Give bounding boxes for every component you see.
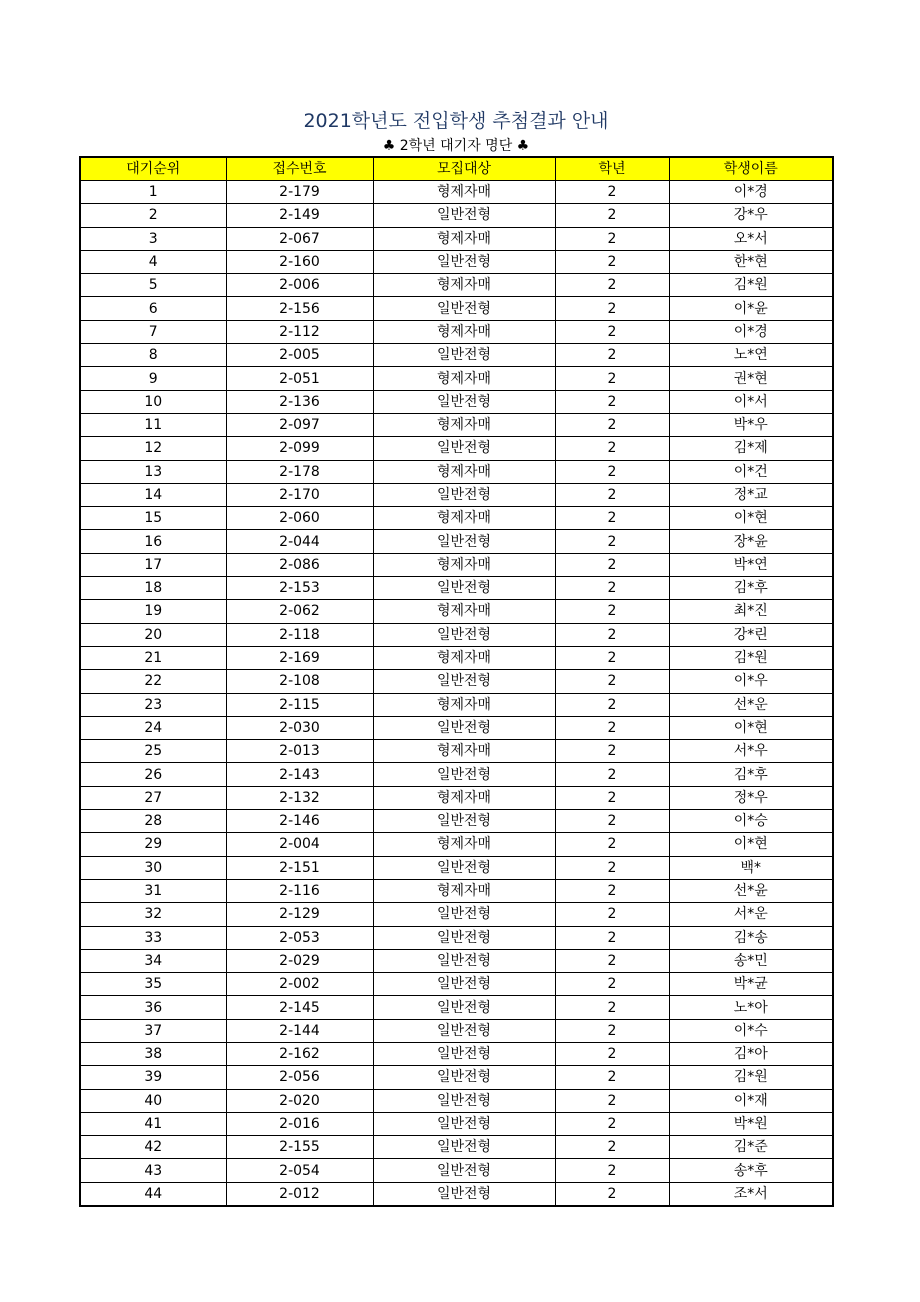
cell-student-name: 선*운 — [669, 693, 833, 716]
table-row — [80, 810, 833, 833]
cell-application-number: 2-029 — [226, 949, 373, 972]
cell-grade: 2 — [555, 250, 669, 273]
header-application-number: 접수번호 — [226, 157, 373, 181]
cell-recruitment-category: 형제자매 — [373, 646, 555, 669]
cell-recruitment-category: 일반전형 — [373, 250, 555, 273]
cell-application-number: 2-056 — [226, 1066, 373, 1089]
cell-application-number: 2-146 — [226, 810, 373, 833]
cell-grade: 2 — [555, 1089, 669, 1112]
cell-recruitment-category: 일반전형 — [373, 973, 555, 996]
cell-application-number: 2-020 — [226, 1089, 373, 1112]
cell-waitlist-rank: 43 — [80, 1159, 226, 1182]
cell-grade: 2 — [555, 1042, 669, 1065]
cell-application-number: 2-156 — [226, 297, 373, 320]
cell-application-number: 2-086 — [226, 553, 373, 576]
cell-grade: 2 — [555, 716, 669, 739]
cell-student-name: 이*우 — [669, 670, 833, 693]
cell-waitlist-rank: 2 — [80, 204, 226, 227]
table-row — [80, 1112, 833, 1135]
cell-grade: 2 — [555, 1066, 669, 1089]
cell-waitlist-rank: 27 — [80, 786, 226, 809]
cell-application-number: 2-099 — [226, 437, 373, 460]
cell-grade: 2 — [555, 320, 669, 343]
cell-grade: 2 — [555, 623, 669, 646]
cell-waitlist-rank: 1 — [80, 181, 226, 204]
cell-recruitment-category: 일반전형 — [373, 1182, 555, 1206]
cell-grade: 2 — [555, 367, 669, 390]
cell-application-number: 2-144 — [226, 1019, 373, 1042]
cell-application-number: 2-179 — [226, 181, 373, 204]
cell-student-name: 정*우 — [669, 786, 833, 809]
table-row — [80, 763, 833, 786]
table-row — [80, 1019, 833, 1042]
waitlist-table — [79, 156, 834, 1207]
cell-student-name: 이*윤 — [669, 297, 833, 320]
cell-recruitment-category: 일반전형 — [373, 437, 555, 460]
cell-grade: 2 — [555, 833, 669, 856]
cell-grade: 2 — [555, 1159, 669, 1182]
table-row — [80, 250, 833, 273]
cell-grade: 2 — [555, 1182, 669, 1206]
cell-waitlist-rank: 7 — [80, 320, 226, 343]
cell-recruitment-category: 일반전형 — [373, 1042, 555, 1065]
table-row — [80, 367, 833, 390]
cell-grade: 2 — [555, 1019, 669, 1042]
cell-waitlist-rank: 36 — [80, 996, 226, 1019]
cell-student-name: 서*운 — [669, 903, 833, 926]
cell-waitlist-rank: 4 — [80, 250, 226, 273]
cell-student-name: 김*원 — [669, 274, 833, 297]
table-row — [80, 507, 833, 530]
cell-grade: 2 — [555, 390, 669, 413]
cell-student-name: 이*수 — [669, 1019, 833, 1042]
cell-student-name: 박*연 — [669, 553, 833, 576]
cell-student-name: 이*건 — [669, 460, 833, 483]
cell-application-number: 2-051 — [226, 367, 373, 390]
cell-application-number: 2-151 — [226, 856, 373, 879]
cell-application-number: 2-112 — [226, 320, 373, 343]
table-row — [80, 646, 833, 669]
cell-student-name: 최*진 — [669, 600, 833, 623]
cell-recruitment-category: 일반전형 — [373, 716, 555, 739]
cell-grade: 2 — [555, 460, 669, 483]
cell-waitlist-rank: 11 — [80, 413, 226, 436]
cell-waitlist-rank: 23 — [80, 693, 226, 716]
cell-student-name: 이*경 — [669, 181, 833, 204]
page-subtitle: ♣ 2학년 대기자 명단 ♣ — [382, 138, 530, 154]
cell-waitlist-rank: 5 — [80, 274, 226, 297]
table-row — [80, 227, 833, 250]
cell-waitlist-rank: 18 — [80, 577, 226, 600]
cell-student-name: 선*윤 — [669, 879, 833, 902]
cell-recruitment-category: 일반전형 — [373, 623, 555, 646]
cell-waitlist-rank: 37 — [80, 1019, 226, 1042]
cell-grade: 2 — [555, 507, 669, 530]
table-row — [80, 437, 833, 460]
cell-student-name: 박*원 — [669, 1112, 833, 1135]
cell-waitlist-rank: 40 — [80, 1089, 226, 1112]
cell-student-name: 이*재 — [669, 1089, 833, 1112]
table-header-row — [80, 157, 833, 181]
cell-waitlist-rank: 34 — [80, 949, 226, 972]
cell-student-name: 정*교 — [669, 483, 833, 506]
cell-grade: 2 — [555, 413, 669, 436]
table-row — [80, 856, 833, 879]
cell-waitlist-rank: 29 — [80, 833, 226, 856]
table-row — [80, 600, 833, 623]
cell-application-number: 2-013 — [226, 740, 373, 763]
cell-waitlist-rank: 28 — [80, 810, 226, 833]
cell-recruitment-category: 일반전형 — [373, 1112, 555, 1135]
cell-waitlist-rank: 22 — [80, 670, 226, 693]
cell-grade: 2 — [555, 646, 669, 669]
page-title: 2021학년도 전입학생 추첨결과 안내 — [303, 110, 609, 132]
cell-student-name: 이*서 — [669, 390, 833, 413]
cell-application-number: 2-143 — [226, 763, 373, 786]
table-row — [80, 530, 833, 553]
cell-student-name: 김*제 — [669, 437, 833, 460]
cell-student-name: 김*준 — [669, 1136, 833, 1159]
cell-student-name: 김*송 — [669, 926, 833, 949]
cell-waitlist-rank: 39 — [80, 1066, 226, 1089]
cell-grade: 2 — [555, 926, 669, 949]
table-row — [80, 344, 833, 367]
cell-application-number: 2-169 — [226, 646, 373, 669]
table-row — [80, 483, 833, 506]
cell-grade: 2 — [555, 1136, 669, 1159]
cell-waitlist-rank: 24 — [80, 716, 226, 739]
table-row — [80, 181, 833, 204]
cell-student-name: 강*린 — [669, 623, 833, 646]
cell-application-number: 2-162 — [226, 1042, 373, 1065]
cell-grade: 2 — [555, 600, 669, 623]
cell-recruitment-category: 형제자매 — [373, 553, 555, 576]
cell-application-number: 2-062 — [226, 600, 373, 623]
cell-application-number: 2-030 — [226, 716, 373, 739]
cell-student-name: 박*균 — [669, 973, 833, 996]
cell-recruitment-category: 일반전형 — [373, 926, 555, 949]
cell-application-number: 2-108 — [226, 670, 373, 693]
table-row — [80, 274, 833, 297]
cell-recruitment-category: 일반전형 — [373, 949, 555, 972]
cell-application-number: 2-149 — [226, 204, 373, 227]
cell-application-number: 2-067 — [226, 227, 373, 250]
table-row — [80, 786, 833, 809]
cell-student-name: 김*아 — [669, 1042, 833, 1065]
cell-waitlist-rank: 30 — [80, 856, 226, 879]
table-row — [80, 390, 833, 413]
cell-application-number: 2-002 — [226, 973, 373, 996]
cell-waitlist-rank: 44 — [80, 1182, 226, 1206]
cell-recruitment-category: 형제자매 — [373, 227, 555, 250]
cell-grade: 2 — [555, 903, 669, 926]
table-row — [80, 460, 833, 483]
table-row — [80, 1066, 833, 1089]
cell-grade: 2 — [555, 973, 669, 996]
cell-grade: 2 — [555, 181, 669, 204]
cell-application-number: 2-116 — [226, 879, 373, 902]
cell-grade: 2 — [555, 204, 669, 227]
table-row — [80, 623, 833, 646]
cell-grade: 2 — [555, 693, 669, 716]
cell-student-name: 송*후 — [669, 1159, 833, 1182]
cell-student-name: 서*우 — [669, 740, 833, 763]
cell-application-number: 2-153 — [226, 577, 373, 600]
cell-application-number: 2-006 — [226, 274, 373, 297]
cell-recruitment-category: 형제자매 — [373, 786, 555, 809]
header-recruitment-category: 모집대상 — [373, 157, 555, 181]
table-row — [80, 716, 833, 739]
cell-recruitment-category: 형제자매 — [373, 413, 555, 436]
cell-grade: 2 — [555, 810, 669, 833]
cell-grade: 2 — [555, 786, 669, 809]
table-row — [80, 553, 833, 576]
cell-waitlist-rank: 17 — [80, 553, 226, 576]
cell-waitlist-rank: 21 — [80, 646, 226, 669]
cell-waitlist-rank: 12 — [80, 437, 226, 460]
cell-grade: 2 — [555, 670, 669, 693]
cell-student-name: 노*연 — [669, 344, 833, 367]
cell-application-number: 2-155 — [226, 1136, 373, 1159]
cell-grade: 2 — [555, 1112, 669, 1135]
table-row — [80, 204, 833, 227]
cell-student-name: 권*현 — [669, 367, 833, 390]
table-row — [80, 1089, 833, 1112]
cell-recruitment-category: 형제자매 — [373, 274, 555, 297]
cell-grade: 2 — [555, 996, 669, 1019]
cell-grade: 2 — [555, 879, 669, 902]
cell-grade: 2 — [555, 344, 669, 367]
cell-recruitment-category: 일반전형 — [373, 204, 555, 227]
table-row — [80, 1136, 833, 1159]
cell-recruitment-category: 형제자매 — [373, 507, 555, 530]
cell-waitlist-rank: 38 — [80, 1042, 226, 1065]
cell-recruitment-category: 일반전형 — [373, 1136, 555, 1159]
cell-application-number: 2-145 — [226, 996, 373, 1019]
cell-recruitment-category: 형제자매 — [373, 833, 555, 856]
cell-grade: 2 — [555, 483, 669, 506]
cell-student-name: 김*원 — [669, 1066, 833, 1089]
cell-student-name: 백* — [669, 856, 833, 879]
table-row — [80, 879, 833, 902]
cell-waitlist-rank: 8 — [80, 344, 226, 367]
cell-recruitment-category: 형제자매 — [373, 367, 555, 390]
table-row — [80, 320, 833, 343]
cell-student-name: 장*윤 — [669, 530, 833, 553]
table-row — [80, 926, 833, 949]
cell-recruitment-category: 일반전형 — [373, 390, 555, 413]
cell-grade: 2 — [555, 530, 669, 553]
cell-waitlist-rank: 14 — [80, 483, 226, 506]
cell-waitlist-rank: 13 — [80, 460, 226, 483]
cell-waitlist-rank: 16 — [80, 530, 226, 553]
header-student-name: 학생이름 — [669, 157, 833, 181]
cell-student-name: 김*후 — [669, 577, 833, 600]
cell-waitlist-rank: 3 — [80, 227, 226, 250]
cell-waitlist-rank: 35 — [80, 973, 226, 996]
cell-grade: 2 — [555, 274, 669, 297]
table-row — [80, 949, 833, 972]
table-row — [80, 833, 833, 856]
cell-recruitment-category: 형제자매 — [373, 320, 555, 343]
table-row — [80, 903, 833, 926]
cell-waitlist-rank: 41 — [80, 1112, 226, 1135]
cell-application-number: 2-044 — [226, 530, 373, 553]
table-row — [80, 996, 833, 1019]
cell-student-name: 오*서 — [669, 227, 833, 250]
cell-student-name: 강*우 — [669, 204, 833, 227]
cell-waitlist-rank: 26 — [80, 763, 226, 786]
cell-waitlist-rank: 10 — [80, 390, 226, 413]
cell-application-number: 2-016 — [226, 1112, 373, 1135]
cell-application-number: 2-118 — [226, 623, 373, 646]
cell-recruitment-category: 형제자매 — [373, 879, 555, 902]
table-body — [80, 181, 833, 1207]
cell-grade: 2 — [555, 297, 669, 320]
cell-recruitment-category: 일반전형 — [373, 1066, 555, 1089]
cell-waitlist-rank: 19 — [80, 600, 226, 623]
cell-grade: 2 — [555, 577, 669, 600]
cell-recruitment-category: 일반전형 — [373, 344, 555, 367]
table-row — [80, 1042, 833, 1065]
cell-recruitment-category: 일반전형 — [373, 763, 555, 786]
cell-recruitment-category: 일반전형 — [373, 530, 555, 553]
table-row — [80, 297, 833, 320]
cell-student-name: 김*후 — [669, 763, 833, 786]
table-row — [80, 1159, 833, 1182]
cell-application-number: 2-097 — [226, 413, 373, 436]
table-row — [80, 973, 833, 996]
table-row — [80, 1182, 833, 1206]
cell-waitlist-rank: 9 — [80, 367, 226, 390]
cell-recruitment-category: 일반전형 — [373, 996, 555, 1019]
cell-application-number: 2-132 — [226, 786, 373, 809]
cell-recruitment-category: 일반전형 — [373, 856, 555, 879]
cell-recruitment-category: 형제자매 — [373, 693, 555, 716]
cell-recruitment-category: 형제자매 — [373, 740, 555, 763]
cell-recruitment-category: 일반전형 — [373, 670, 555, 693]
cell-waitlist-rank: 6 — [80, 297, 226, 320]
cell-student-name: 한*현 — [669, 250, 833, 273]
cell-waitlist-rank: 20 — [80, 623, 226, 646]
table-row — [80, 413, 833, 436]
cell-application-number: 2-005 — [226, 344, 373, 367]
cell-student-name: 이*현 — [669, 507, 833, 530]
cell-waitlist-rank: 15 — [80, 507, 226, 530]
cell-recruitment-category: 일반전형 — [373, 810, 555, 833]
cell-grade: 2 — [555, 437, 669, 460]
cell-student-name: 이*경 — [669, 320, 833, 343]
cell-recruitment-category: 일반전형 — [373, 1089, 555, 1112]
cell-waitlist-rank: 32 — [80, 903, 226, 926]
cell-application-number: 2-160 — [226, 250, 373, 273]
cell-grade: 2 — [555, 856, 669, 879]
cell-student-name: 송*민 — [669, 949, 833, 972]
cell-waitlist-rank: 25 — [80, 740, 226, 763]
cell-student-name: 이*현 — [669, 716, 833, 739]
cell-student-name: 박*우 — [669, 413, 833, 436]
cell-student-name: 김*원 — [669, 646, 833, 669]
cell-application-number: 2-136 — [226, 390, 373, 413]
cell-recruitment-category: 일반전형 — [373, 903, 555, 926]
cell-application-number: 2-054 — [226, 1159, 373, 1182]
cell-recruitment-category: 일반전형 — [373, 1019, 555, 1042]
table-row — [80, 740, 833, 763]
cell-application-number: 2-004 — [226, 833, 373, 856]
cell-student-name: 이*승 — [669, 810, 833, 833]
table-row — [80, 670, 833, 693]
cell-application-number: 2-129 — [226, 903, 373, 926]
cell-recruitment-category: 일반전형 — [373, 1159, 555, 1182]
cell-recruitment-category: 일반전형 — [373, 577, 555, 600]
cell-application-number: 2-053 — [226, 926, 373, 949]
cell-recruitment-category: 형제자매 — [373, 181, 555, 204]
header-grade: 학년 — [555, 157, 669, 181]
cell-grade: 2 — [555, 740, 669, 763]
cell-waitlist-rank: 33 — [80, 926, 226, 949]
cell-recruitment-category: 형제자매 — [373, 460, 555, 483]
header-waitlist-rank: 대기순위 — [80, 157, 226, 181]
cell-student-name: 조*서 — [669, 1182, 833, 1206]
cell-waitlist-rank: 42 — [80, 1136, 226, 1159]
cell-recruitment-category: 일반전형 — [373, 483, 555, 506]
cell-application-number: 2-060 — [226, 507, 373, 530]
cell-application-number: 2-170 — [226, 483, 373, 506]
cell-application-number: 2-115 — [226, 693, 373, 716]
table-row — [80, 693, 833, 716]
cell-recruitment-category: 형제자매 — [373, 600, 555, 623]
cell-recruitment-category: 일반전형 — [373, 297, 555, 320]
cell-grade: 2 — [555, 227, 669, 250]
cell-application-number: 2-012 — [226, 1182, 373, 1206]
cell-student-name: 노*아 — [669, 996, 833, 1019]
cell-grade: 2 — [555, 553, 669, 576]
cell-grade: 2 — [555, 949, 669, 972]
cell-application-number: 2-178 — [226, 460, 373, 483]
table-row — [80, 577, 833, 600]
cell-grade: 2 — [555, 763, 669, 786]
cell-student-name: 이*현 — [669, 833, 833, 856]
cell-waitlist-rank: 31 — [80, 879, 226, 902]
